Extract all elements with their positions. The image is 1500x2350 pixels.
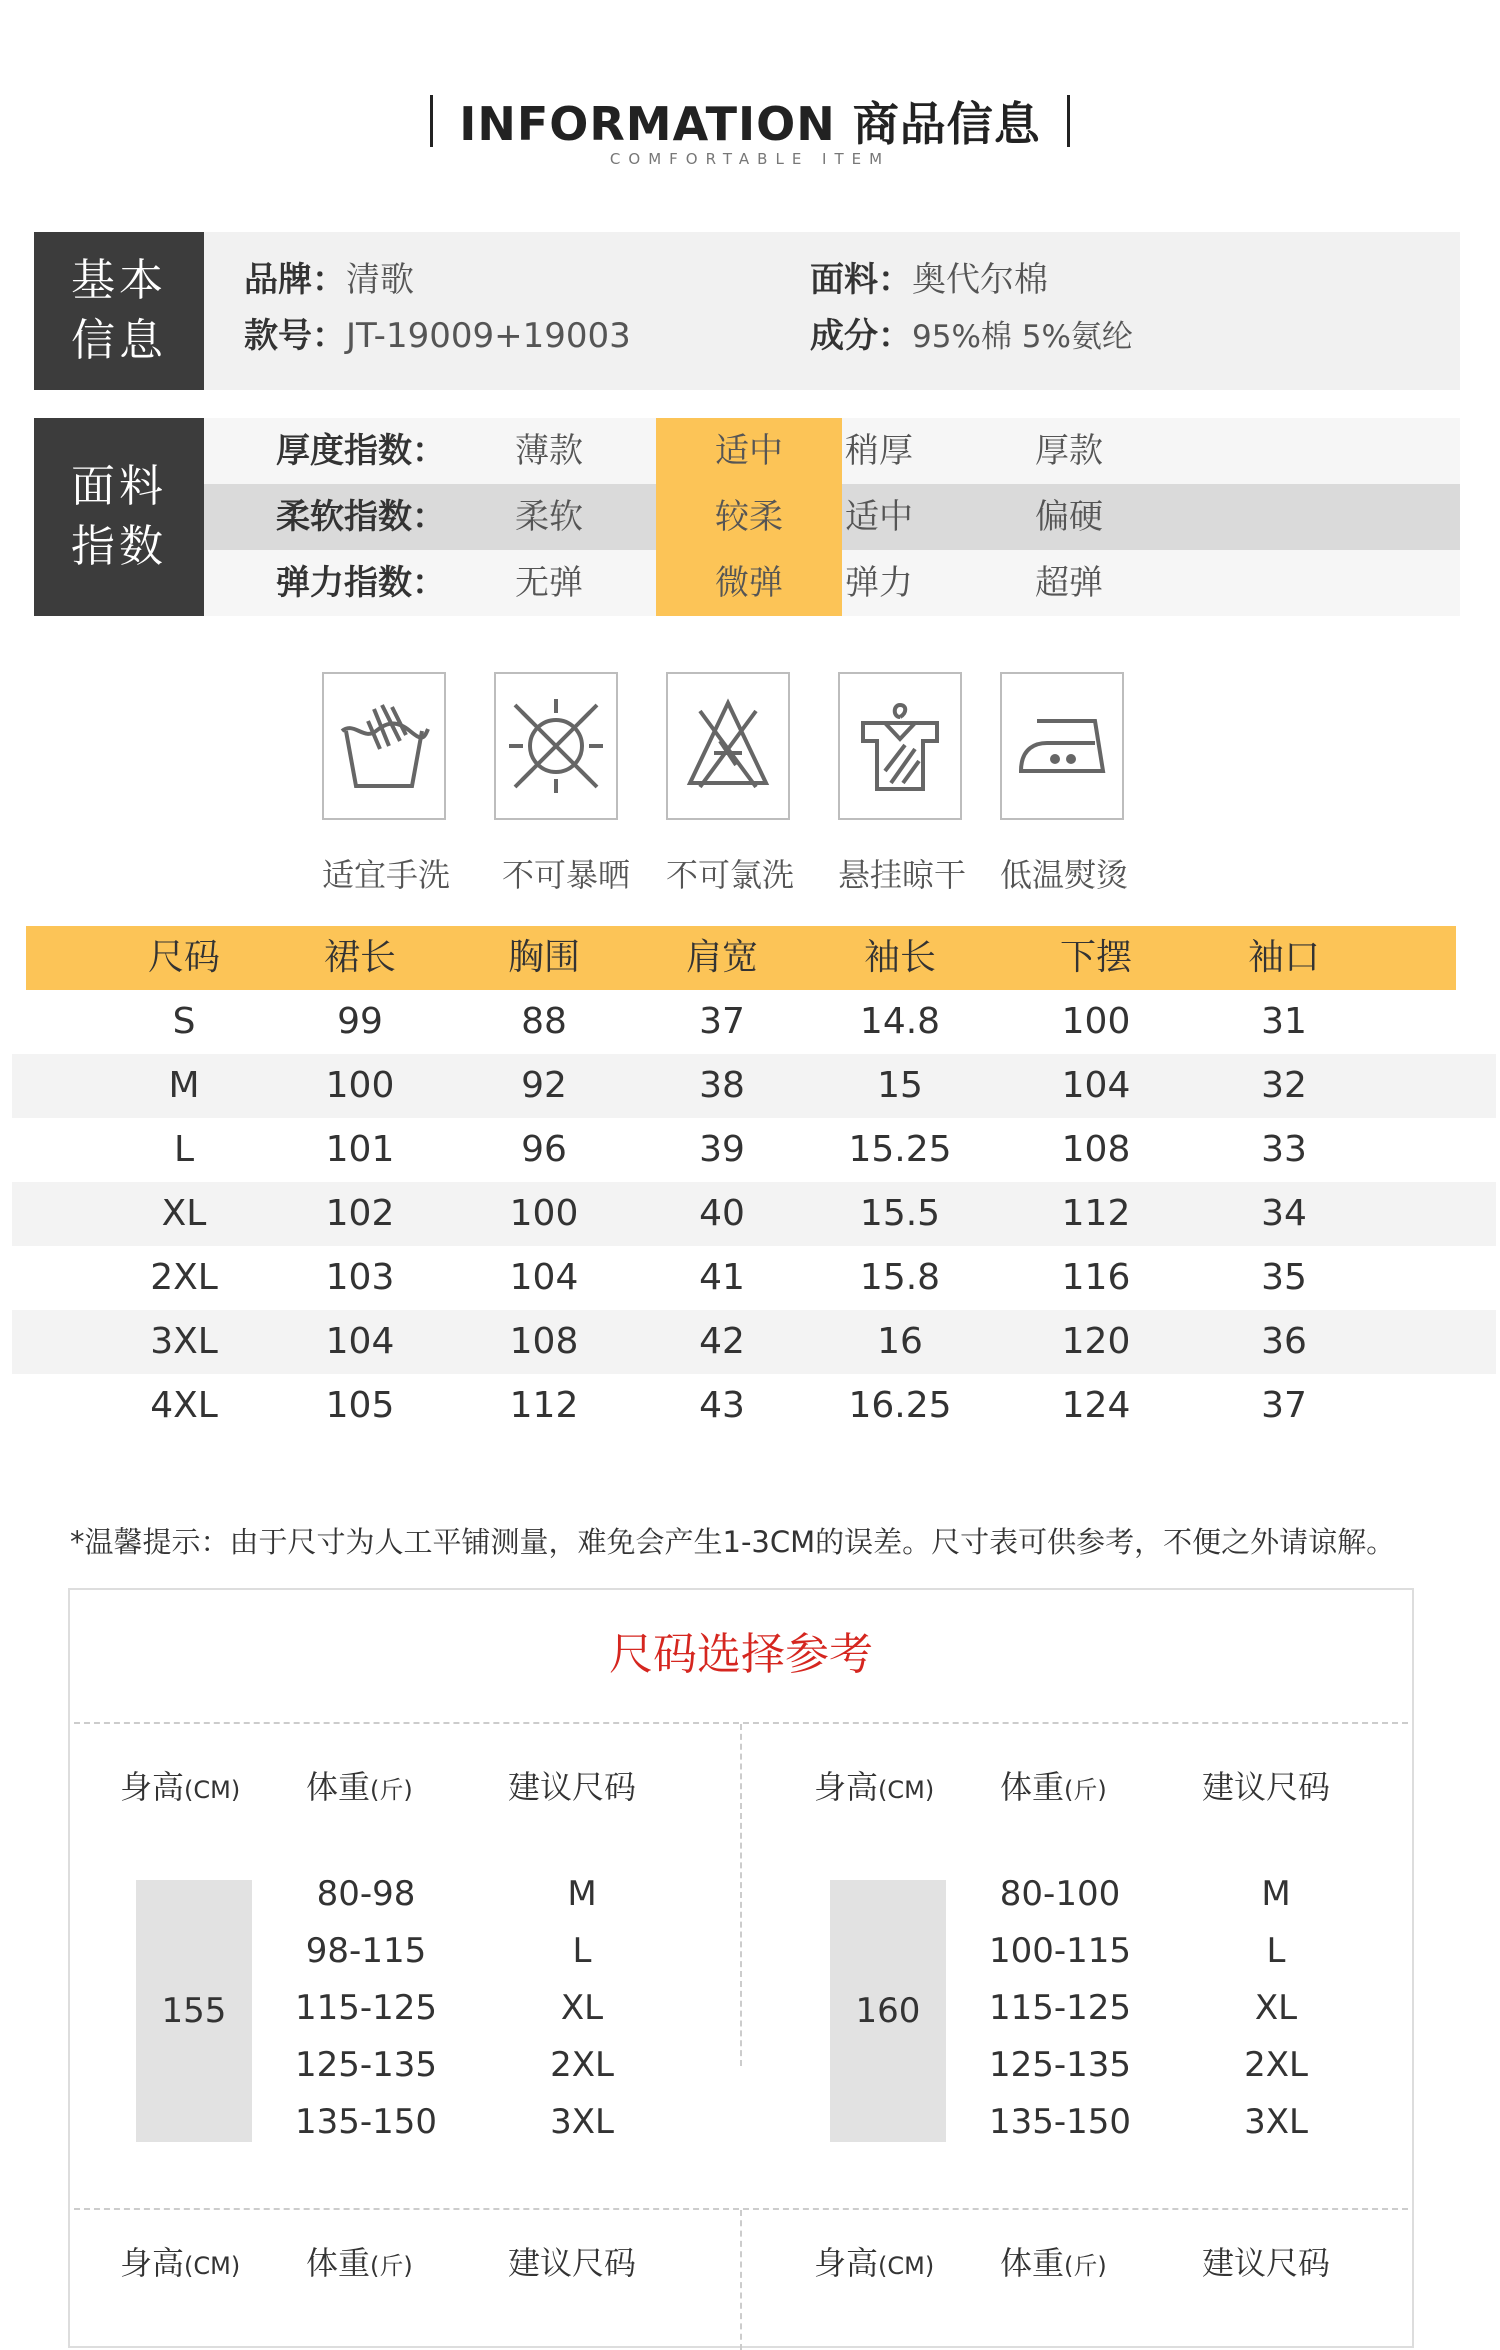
size-table-cell: 92 xyxy=(521,1065,567,1106)
size-reference-header-unit: (斤) xyxy=(370,2252,413,2280)
fabric-value: 奥代尔棉 xyxy=(912,260,1048,300)
size-reference-header-text: 身高 xyxy=(120,1768,185,1806)
care-label-hand-wash: 适宜手洗 xyxy=(321,856,450,894)
size-table-row xyxy=(12,1374,1496,1438)
size-table-cell: 104 xyxy=(509,1257,579,1298)
fabric-index-row xyxy=(204,550,1460,616)
page-subtitle: COMFORTABLE ITEM xyxy=(609,150,891,168)
size-table-cell: 33 xyxy=(1261,1129,1307,1170)
size-table-cell: L xyxy=(173,1129,195,1170)
size-table-cell: 16 xyxy=(877,1321,923,1362)
hang-dry-icon xyxy=(838,672,962,820)
weight-range: 80-100 xyxy=(999,1874,1121,1914)
brand-key: 品牌： xyxy=(244,260,346,300)
fabric-index-option: 偏硬 xyxy=(1035,497,1103,537)
size-table-cell: 124 xyxy=(1061,1385,1131,1426)
recommended-size: 2XL xyxy=(1244,2045,1308,2085)
recommended-size: M xyxy=(567,1874,597,1914)
size-table-cell: 15.8 xyxy=(859,1257,941,1298)
size-table-row xyxy=(12,1182,1496,1246)
size-reference-header-weight xyxy=(306,1762,413,1808)
fabric-field xyxy=(810,252,1048,301)
size-table-cell: 88 xyxy=(521,1001,567,1042)
fabric-index-option: 超弹 xyxy=(1035,563,1103,603)
weight-range: 100-115 xyxy=(988,1931,1132,1971)
fabric-index-name: 弹力指数： xyxy=(276,563,446,603)
size-reference-header-text: 身高 xyxy=(120,2244,185,2282)
size-table-cell: 102 xyxy=(325,1193,395,1234)
size-table-cell: 108 xyxy=(1061,1129,1131,1170)
size-table-cell: 108 xyxy=(509,1321,579,1362)
fabric-index-option: 无弹 xyxy=(515,563,583,603)
size-table-cell: 32 xyxy=(1261,1065,1307,1106)
size-table-header-cell: 袖长 xyxy=(863,937,936,978)
size-table-cell: 37 xyxy=(699,1001,745,1042)
recommended-size: M xyxy=(1261,1874,1291,1914)
size-reference-header-text: 建议尺码 xyxy=(508,2244,637,2282)
recommended-size: XL xyxy=(560,1988,604,2028)
fabric-index-label: 面料指数 xyxy=(34,418,204,616)
size-reference-header-text: 建议尺码 xyxy=(508,1768,637,1806)
size-table-header-cell: 裙长 xyxy=(323,937,396,978)
recommended-size: L xyxy=(572,1931,592,1971)
size-reference-panel xyxy=(68,1588,1414,2348)
fabric-index-option: 适中 xyxy=(845,497,913,537)
size-table-cell: 40 xyxy=(699,1193,745,1234)
page-title: INFORMATION 商品信息 xyxy=(459,97,1041,151)
fabric-index-option: 厚款 xyxy=(1035,431,1103,471)
size-reference-header-height xyxy=(814,1762,934,1808)
weight-range: 80-98 xyxy=(316,1874,416,1914)
size-reference-header-unit: (斤) xyxy=(1064,2252,1107,2280)
size-table-cell: M xyxy=(168,1065,200,1106)
size-table-cell: 112 xyxy=(509,1385,579,1426)
fabric-index-option-selected: 微弹 xyxy=(656,550,842,616)
size-table-cell: 99 xyxy=(337,1001,383,1042)
size-table-header-cell: 胸围 xyxy=(507,937,580,978)
section-header xyxy=(0,88,1500,168)
size-table-header-cell: 尺码 xyxy=(147,937,220,978)
size-table-row xyxy=(12,1246,1496,1310)
no-sun-icon xyxy=(494,672,618,820)
size-reference-header-text: 体重 xyxy=(306,2244,371,2282)
size-table-header-cell: 下摆 xyxy=(1059,937,1132,978)
size-reference-header-weight xyxy=(1000,1762,1107,1808)
composition-field xyxy=(810,308,1133,357)
size-reference-header-unit: (CM) xyxy=(184,1776,241,1804)
fabric-key: 面料： xyxy=(810,260,912,300)
basic-info-label: 基本信息 xyxy=(34,232,204,390)
size-table-cell: 3XL xyxy=(150,1321,218,1362)
recommended-size: 2XL xyxy=(550,2045,614,2085)
model-key: 款号： xyxy=(244,316,346,356)
no-bleach-icon xyxy=(666,672,790,820)
size-table-cell: 39 xyxy=(699,1129,745,1170)
size-table-header-cell: 肩宽 xyxy=(685,937,758,978)
size-reference-header-text: 建议尺码 xyxy=(1202,2244,1331,2282)
brand-value: 清歌 xyxy=(346,260,414,300)
size-reference-header-size xyxy=(1202,1762,1330,1808)
size-reference-header-text: 身高 xyxy=(814,2244,879,2282)
fabric-index-option-selected: 适中 xyxy=(656,418,842,484)
measurement-note: *温馨提示：由于尺寸为人工平铺测量，难免会产生1-3CM的误差。尺寸表可供参考，不便之外请谅解。 xyxy=(70,1525,1396,1559)
fabric-index-row xyxy=(204,418,1460,484)
size-table-row xyxy=(12,990,1496,1054)
size-reference-header-text: 建议尺码 xyxy=(1202,1768,1331,1806)
fabric-index-name: 厚度指数： xyxy=(276,431,446,471)
brand-field xyxy=(244,252,414,301)
model-value: JT-19009+19003 xyxy=(346,316,631,356)
size-table-cell: S xyxy=(172,1001,196,1042)
size-table-cell: 15.5 xyxy=(859,1193,941,1234)
header-divider-right xyxy=(1067,95,1070,147)
weight-range: 135-150 xyxy=(988,2102,1132,2142)
size-table-cell: 103 xyxy=(325,1257,395,1298)
size-table-cell: 96 xyxy=(521,1129,567,1170)
size-table-cell: 100 xyxy=(509,1193,579,1234)
divider xyxy=(740,1724,742,2066)
size-table-cell: 2XL xyxy=(150,1257,218,1298)
size-reference-header-text: 体重 xyxy=(1000,2244,1065,2282)
recommended-size: 3XL xyxy=(550,2102,614,2142)
size-table-cell: 120 xyxy=(1061,1321,1131,1362)
size-reference-header-size xyxy=(508,1762,636,1808)
size-table-cell: 36 xyxy=(1261,1321,1307,1362)
size-table-cell: 15.25 xyxy=(848,1129,952,1170)
size-table-row xyxy=(12,1118,1496,1182)
composition-key: 成分： xyxy=(810,316,912,356)
size-reference-title: 尺码选择参考 xyxy=(609,1629,873,1680)
fabric-index-option: 稍厚 xyxy=(845,431,913,471)
size-reference-header-unit: (斤) xyxy=(1064,1776,1107,1804)
fabric-index-row xyxy=(204,484,1460,550)
size-reference-header-size xyxy=(1202,2238,1330,2284)
size-table-cell: 105 xyxy=(325,1385,395,1426)
care-label-no-bleach: 不可氯洗 xyxy=(665,856,794,894)
fabric-index-name: 柔软指数： xyxy=(276,497,446,537)
fabric-index-option: 弹力 xyxy=(845,563,913,603)
weight-range: 135-150 xyxy=(294,2102,438,2142)
size-table-cell: XL xyxy=(161,1193,207,1234)
height-value: 155 xyxy=(136,1880,252,2142)
size-table-cell: 14.8 xyxy=(859,1001,941,1042)
size-table-cell: 116 xyxy=(1061,1257,1131,1298)
size-table-cell: 101 xyxy=(325,1129,395,1170)
size-table-cell: 35 xyxy=(1261,1257,1307,1298)
composition-value: 95%棉 5%氨纶 xyxy=(912,319,1133,355)
recommended-size: 3XL xyxy=(1244,2102,1308,2142)
size-table-cell: 100 xyxy=(325,1065,395,1106)
basic-info-panel xyxy=(34,232,1460,390)
care-label-no-sun: 不可暴晒 xyxy=(501,856,630,894)
size-table-cell: 112 xyxy=(1061,1193,1131,1234)
size-table-cell: 38 xyxy=(699,1065,745,1106)
size-table-cell: 41 xyxy=(699,1257,745,1298)
care-label-hang-dry: 悬挂晾干 xyxy=(837,856,966,894)
size-reference-header-unit: (CM) xyxy=(184,2252,241,2280)
size-table-row xyxy=(12,1054,1496,1118)
size-reference-header-text: 体重 xyxy=(306,1768,371,1806)
size-table-cell: 4XL xyxy=(150,1385,218,1426)
recommended-size: XL xyxy=(1254,1988,1298,2028)
size-reference-header-text: 身高 xyxy=(814,1768,879,1806)
size-table-cell: 43 xyxy=(699,1385,745,1426)
size-reference-header-height xyxy=(120,1762,240,1808)
size-table-cell: 37 xyxy=(1261,1385,1307,1426)
hand-wash-icon xyxy=(322,672,446,820)
weight-range: 115-125 xyxy=(988,1988,1132,2028)
size-table-cell: 104 xyxy=(325,1321,395,1362)
weight-range: 125-135 xyxy=(294,2045,438,2085)
size-table-cell: 16.25 xyxy=(848,1385,952,1426)
weight-range: 115-125 xyxy=(294,1988,438,2028)
size-reference-header-weight xyxy=(306,2238,413,2284)
size-table-cell: 31 xyxy=(1261,1001,1307,1042)
care-label-low-iron: 低温熨烫 xyxy=(999,856,1128,894)
model-field xyxy=(244,308,631,357)
size-reference-header-height xyxy=(814,2238,934,2284)
recommended-size: L xyxy=(1266,1931,1286,1971)
height-value: 160 xyxy=(830,1880,946,2142)
fabric-index-option: 薄款 xyxy=(515,431,583,471)
size-table-cell: 15 xyxy=(877,1065,923,1106)
size-reference-header-unit: (斤) xyxy=(370,1776,413,1804)
size-reference-header-unit: (CM) xyxy=(878,1776,935,1804)
fabric-index-panel xyxy=(34,418,1460,616)
size-table-row xyxy=(12,1310,1496,1374)
size-reference-header-unit: (CM) xyxy=(878,2252,935,2280)
header-divider-left xyxy=(430,95,433,147)
size-table-cell: 34 xyxy=(1261,1193,1307,1234)
size-reference-header-text: 体重 xyxy=(1000,1768,1065,1806)
size-table-cell: 104 xyxy=(1061,1065,1131,1106)
size-table-cell: 42 xyxy=(699,1321,745,1362)
size-reference-header-weight xyxy=(1000,2238,1107,2284)
size-table-header-cell: 袖口 xyxy=(1247,937,1320,978)
size-reference-header-size xyxy=(508,2238,636,2284)
fabric-index-option-selected: 较柔 xyxy=(656,484,842,550)
weight-range: 125-135 xyxy=(988,2045,1132,2085)
low-iron-icon xyxy=(1000,672,1124,820)
fabric-index-option: 柔软 xyxy=(515,497,583,537)
divider xyxy=(740,2210,742,2350)
size-table-header xyxy=(26,926,1456,990)
weight-range: 98-115 xyxy=(305,1931,427,1971)
size-table-cell: 100 xyxy=(1061,1001,1131,1042)
size-reference-header-height xyxy=(120,2238,240,2284)
